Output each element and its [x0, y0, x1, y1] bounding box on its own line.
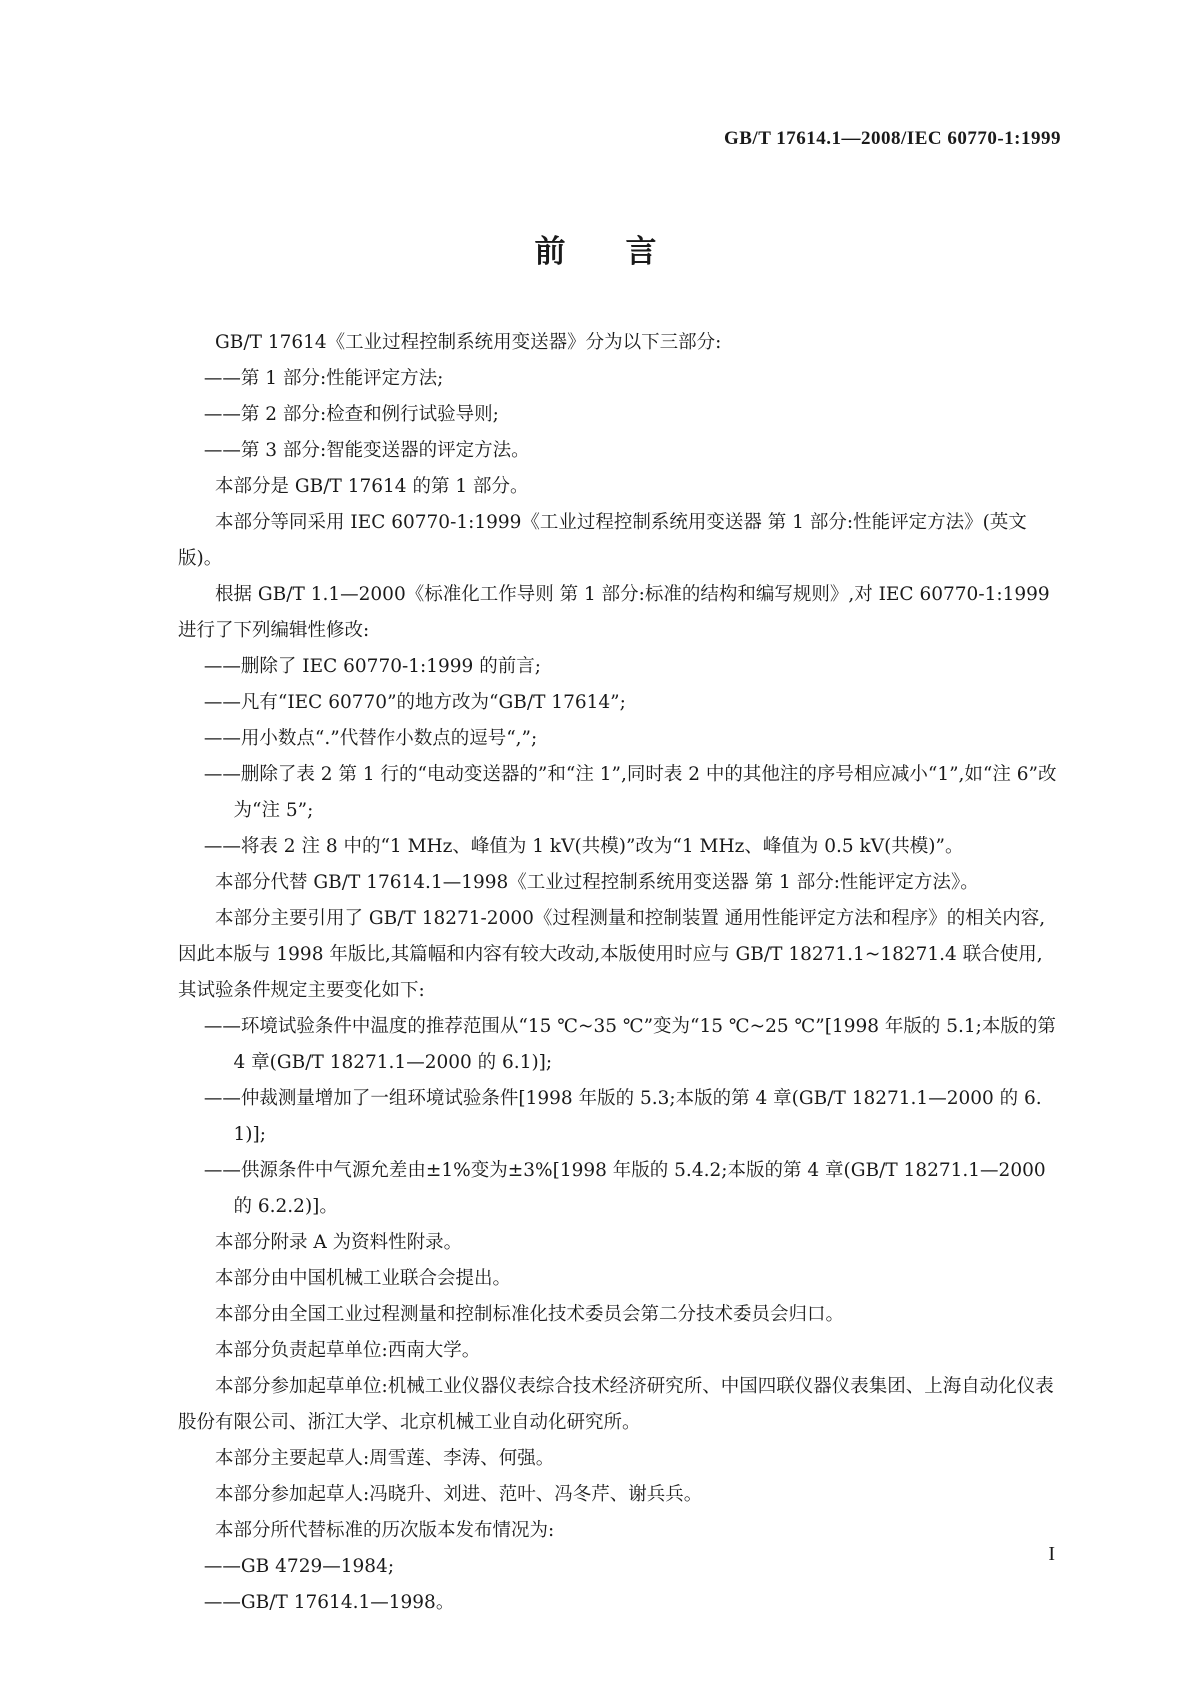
dash-list-item: ——用小数点“.”代替作小数点的逗号“,”;: [203, 728, 538, 749]
paragraph: 根据 GB/T 1.1—2000《标准化工作导则 第 1 部分:标准的结构和编写规则》,对 IEC 60770-1:1999 进行了下列编辑性修改:: [178, 584, 1050, 641]
dash-list-item: ——凡有“IEC 60770”的地方改为“GB/T 17614”;: [203, 692, 626, 713]
dash-list-item: ——仲裁测量增加了一组环境试验条件[1998 年版的 5.3;本版的第 4 章(GB/T 18271.1—2000 的 6.1)];: [203, 1088, 1042, 1145]
dash-list-item: ——第 2 部分:检查和例行试验导则;: [203, 404, 499, 425]
dash-list-item: ——将表 2 注 8 中的“1 MHz、峰值为 1 kV(共模)”改为“1 MHz、峰值为 0.5 kV(共模)”。: [203, 836, 964, 857]
paragraph: 本部分主要引用了 GB/T 18271-2000《过程测量和控制装置 通用性能评定方法和程序》的相关内容,因此本版与 1998 年版比,其篇幅和内容有较大改动,本版使用时应与 GB/T 18271.1~18271.4 联合使用,其试验条件规定主要变化如下:: [178, 908, 1046, 1001]
paragraph: 本部分参加起草单位:机械工业仪器仪表综合技术经济研究所、中国四联仪器仪表集团、上海自动化仪表股份有限公司、浙江大学、北京机械工业自动化研究所。: [178, 1376, 1054, 1433]
paragraph: 本部分参加起草人:冯晓升、刘进、范叶、冯冬芹、谢兵兵。: [215, 1484, 703, 1505]
paragraph: 本部分所代替标准的历次版本发布情况为:: [215, 1520, 555, 1541]
paragraph: 本部分代替 GB/T 17614.1—1998《工业过程控制系统用变送器 第 1 部分:性能评定方法》。: [215, 872, 979, 893]
dash-list-item: ——GB 4729—1984;: [203, 1556, 395, 1577]
page-number: I: [1048, 1543, 1055, 1565]
paragraph: 本部分主要起草人:周雪莲、李涛、何强。: [215, 1448, 555, 1469]
dash-list-item: ——第 1 部分:性能评定方法;: [203, 368, 444, 389]
paragraph: GB/T 17614《工业过程控制系统用变送器》分为以下三部分:: [215, 332, 722, 353]
paragraph: 本部分由全国工业过程测量和控制标准化技术委员会第二分技术委员会归口。: [215, 1304, 845, 1325]
page-title: 前言: [534, 234, 717, 270]
dash-list-item: ——第 3 部分:智能变送器的评定方法。: [203, 440, 530, 461]
foreword-body: [178, 325, 1058, 1621]
dash-list-item: ——删除了 IEC 60770-1:1999 的前言;: [203, 656, 541, 677]
standard-code-header: GB/T 17614.1—2008/IEC 60770-1:1999: [723, 128, 1061, 149]
dash-list-item: ——GB/T 17614.1—1998。: [203, 1592, 455, 1613]
dash-list-item: ——环境试验条件中温度的推荐范围从“15 ℃~35 ℃”变为“15 ℃~25 ℃”[1998 年版的 5.1;本版的第 4 章(GB/T 18271.1—2000 的 6.1)];: [203, 1016, 1056, 1073]
paragraph: 本部分由中国机械工业联合会提出。: [215, 1268, 512, 1289]
paragraph: 本部分是 GB/T 17614 的第 1 部分。: [215, 476, 529, 497]
paragraph: 本部分附录 A 为资料性附录。: [215, 1232, 463, 1253]
paragraph: 本部分等同采用 IEC 60770-1:1999《工业过程控制系统用变送器 第 1 部分:性能评定方法》(英文版)。: [178, 512, 1027, 569]
paragraph: 本部分负责起草单位:西南大学。: [215, 1340, 481, 1361]
dash-list-item: ——删除了表 2 第 1 行的“电动变送器的”和“注 1”,同时表 2 中的其他注的序号相应减小“1”,如“注 6”改为“注 5”;: [203, 764, 1057, 821]
dash-list-item: ——供源条件中气源允差由±1%变为±3%[1998 年版的 5.4.2;本版的第 4 章(GB/T 18271.1—2000 的 6.2.2)]。: [203, 1160, 1046, 1217]
